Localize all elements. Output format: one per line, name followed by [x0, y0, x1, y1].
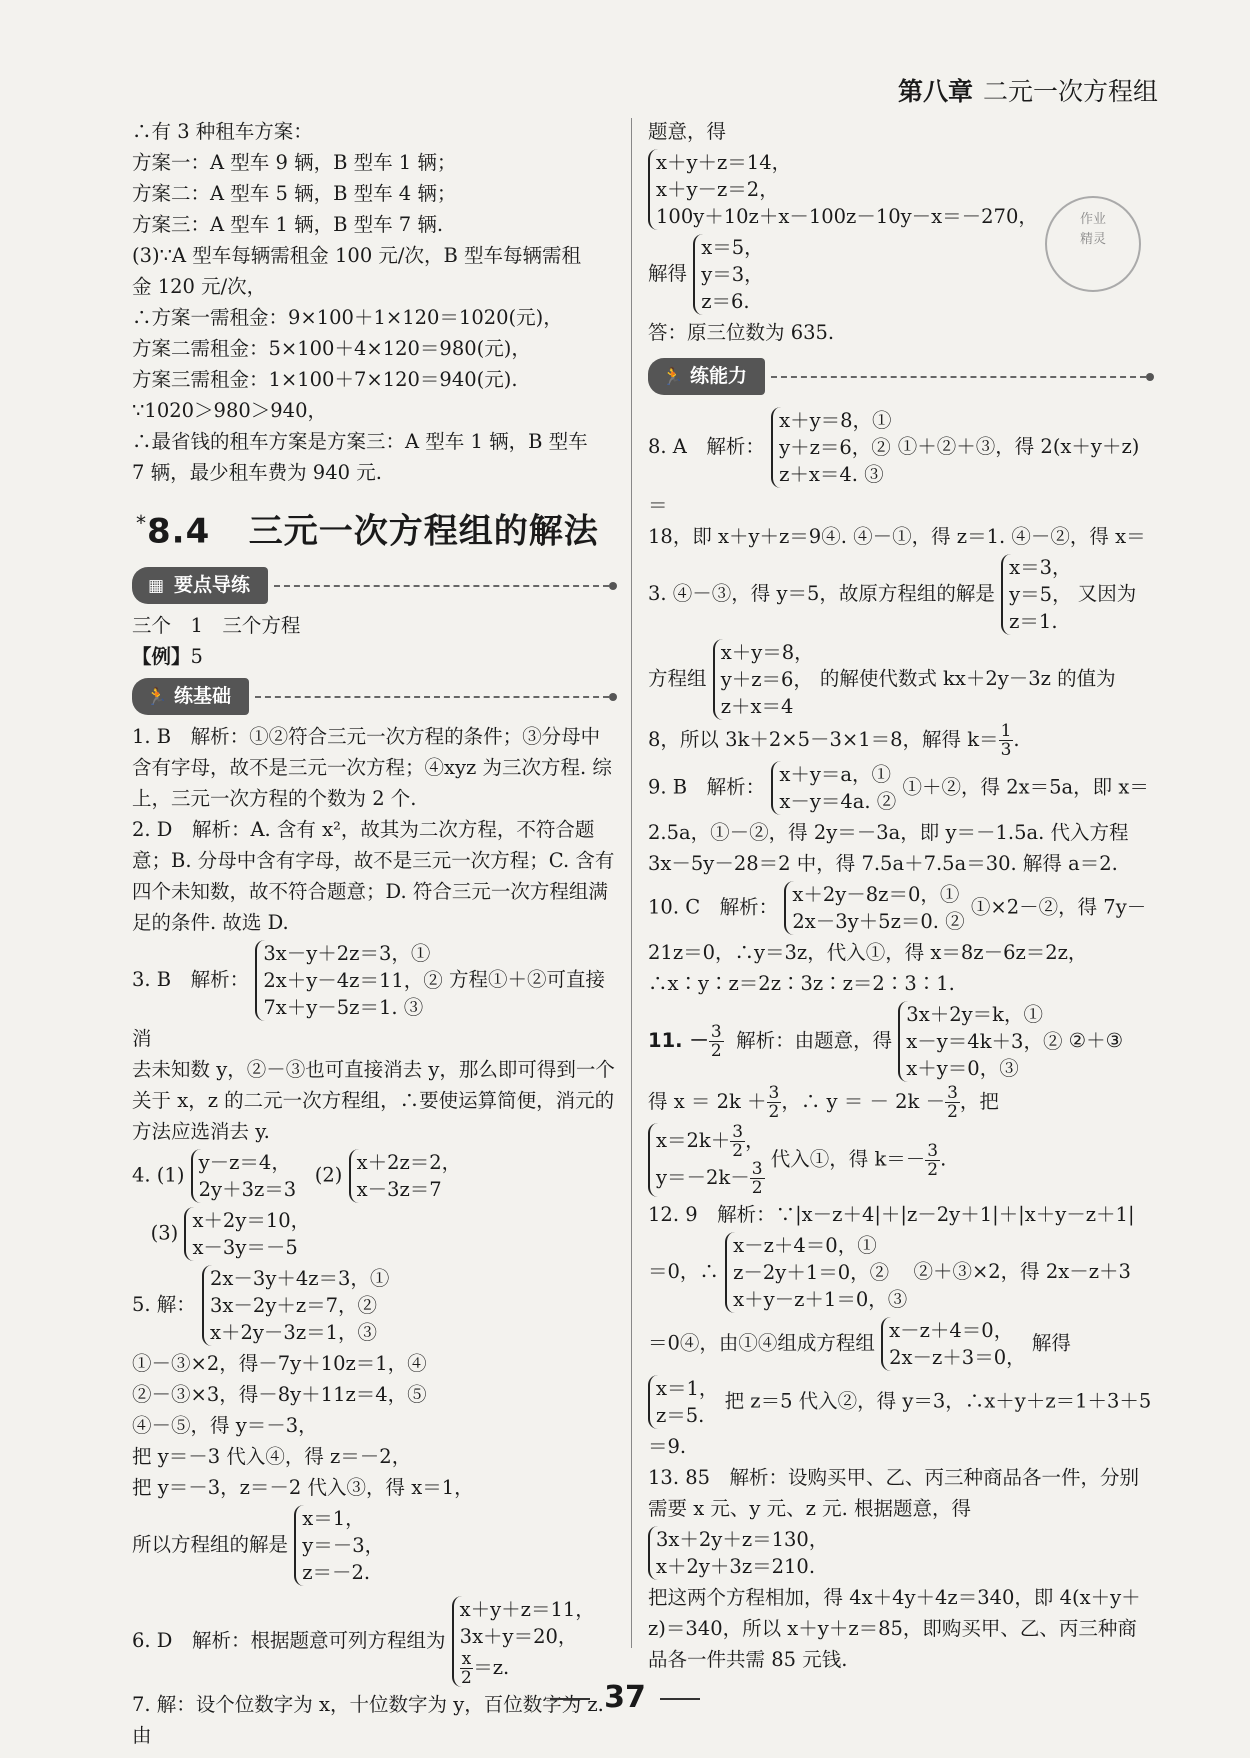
- chapter-title: 二元一次方程组: [982, 77, 1158, 106]
- q12-system: [648, 1230, 1154, 1315]
- q12-solution: [648, 1373, 1154, 1462]
- equation-system: [648, 1526, 828, 1580]
- q3-tail: 方程①＋②可直接消: [132, 968, 605, 1051]
- denominator: 2: [751, 1178, 763, 1198]
- equation: x＋y＝8，①: [779, 409, 892, 432]
- page-number-text: 37: [604, 1680, 646, 1715]
- rule-dot: [1146, 373, 1154, 381]
- question-12: 12. 9 解析：∵|x－z＋4|＋|z－2y＋1|＋|x＋y－z＋1|: [648, 1203, 1135, 1226]
- fraction: [945, 1084, 960, 1121]
- fraction: [709, 1023, 724, 1060]
- solution-step: 把 y＝－3，z＝－2 代入③，得 x＝1，: [132, 1476, 474, 1500]
- numerator: 3: [927, 1140, 939, 1161]
- q10-text: ①×2－②，得 7y－: [970, 895, 1147, 919]
- q8-system-2: [648, 637, 1154, 722]
- equation: x＋y－z＝2，: [656, 178, 779, 201]
- band-label: [132, 567, 268, 604]
- text-line: 把这两个方程相加，得 4x＋4y＋4z＝340，即 4(x＋y＋z)＝340，所以 x＋y＋z＝85，即购买甲、乙、丙三种商品各一件共需 85 元钱.: [648, 1586, 1141, 1671]
- text-line: [648, 1084, 1154, 1121]
- denominator: 2: [732, 1141, 744, 1161]
- q6-head: 6. D 解析：根据题意可列方程组为: [132, 1629, 446, 1653]
- equation: y＋z＝6，②: [779, 436, 891, 459]
- equation-system: x＝2k＋ $\frac{3}{2}$ ， y＝－2k－ $\frac{3}{2}$: [648, 1123, 765, 1197]
- equation: x＋y＝8，: [720, 641, 814, 664]
- text-line: (3)∵A 型车每辆需租金 100 元/次，B 型车每辆需租: [132, 244, 582, 267]
- page-number: [0, 1680, 1250, 1715]
- equation: 3x－y＋2z＝3，①: [263, 942, 431, 966]
- question-9: [648, 759, 1154, 817]
- q11-system-2: x＝2k＋ $\frac{3}{2}$ ， y＝－2k－ $\frac{3}{2}$ 代入①，得 k＝－ $\frac{3}{2}$ .: [648, 1121, 1154, 1199]
- equation: 3x＋2y＋z＝130，: [656, 1528, 829, 1551]
- q12-system-2: [648, 1315, 1154, 1373]
- dashed-rule: [255, 696, 609, 698]
- text-line: 题意，得: [648, 120, 727, 143]
- text-line: 方案二：A 型车 5 辆，B 型车 4 辆；: [132, 182, 457, 205]
- numerator: x: [461, 1649, 472, 1670]
- text-line: 金 120 元/次，: [132, 275, 267, 298]
- equation: x＋y＋z＝14，: [656, 151, 792, 174]
- section-title: [136, 508, 617, 552]
- equation: x＋2y＝10，: [192, 1209, 311, 1233]
- band-text: 练能力: [690, 365, 748, 387]
- equation: x＋2y＋3z＝210.: [656, 1555, 816, 1578]
- question-7: 7. 解：设个位数字为 x，十位数字为 y，百位数字为 z. 由: [132, 1693, 604, 1748]
- section-star: *: [136, 511, 147, 535]
- q11-text: ②＋③: [1068, 1029, 1124, 1052]
- equation-system: [771, 761, 896, 815]
- text-line: 8，所以 3k＋2×5－3×1＝8，解得 k＝ $\frac{1}{3}$ .: [648, 721, 1020, 760]
- q11-head: 11. －: [648, 1029, 709, 1052]
- equation: x－y＝4a. ②: [779, 790, 897, 813]
- equation: y－z＝4，: [198, 1151, 291, 1175]
- equation: x－z＋4＝0，①: [733, 1234, 877, 1257]
- q11-text: ，把: [959, 1090, 999, 1113]
- fraction: [999, 722, 1014, 759]
- equation: y＝－2k－: [656, 1166, 750, 1189]
- fraction: [925, 1142, 940, 1179]
- section-heading: 三元一次方程组的解法: [248, 511, 599, 552]
- equation: x＋y＝0，③: [906, 1057, 1019, 1080]
- equation-system: [881, 1317, 1026, 1371]
- text-line: 方案二需租金：5×100＋4×120＝980(元)，: [132, 337, 531, 360]
- equation: y＝3，: [701, 263, 764, 286]
- equation: 3x＋2y＝k，①: [906, 1003, 1043, 1026]
- equation-system: [202, 1265, 389, 1346]
- q10-head: 10. C 解析：: [648, 895, 779, 919]
- equation: x＋2z＝2，: [356, 1151, 462, 1175]
- equation: x＋2y－3z＝1，③: [210, 1321, 378, 1345]
- equation: z＝5.: [656, 1404, 705, 1427]
- equation-system: [452, 1596, 595, 1687]
- equation: z－2y＋1＝0，②: [733, 1261, 890, 1284]
- equation-system: [184, 1207, 310, 1261]
- q8-head: 8. A 解析：: [648, 435, 765, 458]
- equation: z＝－2.: [302, 1561, 371, 1585]
- q11-text: 解析：由题意，得: [736, 1029, 893, 1052]
- rule-dot: [609, 693, 617, 701]
- equation-system: [693, 234, 763, 315]
- text-line: 7 辆，最少租车费为 940 元.: [132, 461, 382, 484]
- q8-text: 又因为: [1077, 582, 1137, 605]
- text-line: 方案一：A 型车 9 辆，B 型车 1 辆；: [132, 151, 457, 174]
- equation: x＋y＋z＝11，: [459, 1598, 595, 1622]
- fraction: [730, 1123, 745, 1160]
- question-3-cont: 去未知数 y，②－③也可直接消去 y，那么即可得到一个关于 x，z 的二元一次方程组，∴要使运算简便，消元的方法应选消去 y.: [132, 1058, 615, 1144]
- equation: z＝6.: [701, 290, 750, 313]
- numerator: 3: [751, 1159, 763, 1179]
- question-10: [648, 879, 1154, 937]
- equation: ＝z.: [473, 1656, 510, 1680]
- q12-text: ＝0④，由①④组成方程组: [648, 1331, 875, 1355]
- stamp-text-1: 作业: [1079, 212, 1106, 227]
- equation-system: [771, 407, 891, 488]
- solution-label: 所以方程组的解是: [132, 1533, 289, 1557]
- question-3: [132, 938, 617, 1054]
- q11-text: ，∴ y ＝ － 2k －: [781, 1090, 946, 1113]
- equation-system: [349, 1149, 462, 1203]
- question-13: 13. 85 解析：设购买甲、乙、丙三种商品各一件，分别需要 x 元、y 元、z 元. 根据题意，得: [648, 1466, 1140, 1520]
- equation: z＋x＝4: [720, 695, 794, 718]
- text-line: 21z＝0，∴y＝3z，代入①，得 x＝8z－6z＝2z，∴x∶y∶z＝2z∶3z∶z＝2∶3∶1.: [648, 941, 1088, 995]
- question-2: 2. D 解析：A. 含有 x²，故其为二次方程，不符合题意；B. 分母中含有字母，故不是三元一次方程；C. 含有四个未知数，故不符合题意；D. 符合三元一次方程组满足的条件. 故选 D.: [132, 818, 615, 935]
- equation: 7x＋y－5z＝1. ③: [263, 996, 424, 1020]
- equation: x－y＝4k＋3，②: [906, 1030, 1063, 1053]
- key-points-answer: 三个 1 三个方程: [132, 614, 301, 638]
- equation: x＝1，: [302, 1507, 365, 1531]
- equation: z＋x＝4. ③: [779, 463, 884, 486]
- text-line: 方案三：A 型车 1 辆，B 型车 7 辆.: [132, 213, 444, 236]
- numerator: 3: [710, 1022, 722, 1042]
- numerator: 3: [947, 1083, 958, 1103]
- q8-text: 方程组: [648, 667, 707, 690]
- q3-head: 3. B 解析：: [132, 968, 250, 992]
- solution-result: [132, 1503, 617, 1588]
- q9-head: 9. B 解析：: [648, 775, 766, 799]
- q12-text: 解得: [1031, 1331, 1071, 1355]
- q8-solution: [648, 552, 1154, 637]
- band-key-points: [132, 567, 617, 604]
- q8-text: 的解使代数式 kx＋2y－3z 的值为: [819, 667, 1116, 690]
- equation: 3x＋y＝20，: [459, 1625, 578, 1649]
- equation: y＋z＝6，: [720, 668, 813, 691]
- denominator: 2: [947, 1102, 958, 1122]
- question-6: [132, 1594, 617, 1689]
- equation-system: [784, 881, 964, 935]
- grid-icon: ▦: [147, 575, 165, 596]
- q4-head: 4. (1): [132, 1163, 185, 1187]
- example-label: 【例】: [132, 645, 191, 669]
- denominator: 2: [927, 1159, 939, 1180]
- equation: x＝1，: [656, 1377, 719, 1400]
- example-value: 5: [190, 645, 203, 669]
- runner-icon: 🏃: [146, 686, 168, 707]
- solution-step: ④－⑤，得 y＝－3，: [132, 1414, 318, 1438]
- text-line: ∴最省钱的租车方案是方案三：A 型车 1 辆，B 型车: [132, 430, 588, 453]
- band-text: 要点导练: [174, 574, 251, 597]
- equation: 2x－3y＋4z＝3，①: [210, 1267, 390, 1291]
- fraction: [767, 1084, 782, 1121]
- equation: x＝2k＋: [656, 1129, 731, 1152]
- q5-head: 5. 解：: [132, 1293, 196, 1317]
- equation: z＝1.: [1009, 610, 1058, 633]
- band-label: [648, 358, 765, 395]
- question-1: 1. B 解析：①②符合三元一次方程的条件；③分母中含有字母，故不是三元一次方程；④xyz 为三次方程. 综上，三元一次方程的个数为 2 个.: [132, 725, 612, 811]
- equation: x－z＋4＝0，: [889, 1319, 1014, 1342]
- dash-rule: [660, 1698, 700, 1700]
- denominator: 3: [1000, 740, 1012, 760]
- rule-dot: [609, 582, 617, 590]
- q4-part-3: (3): [150, 1221, 179, 1245]
- equation: x－3z＝7: [356, 1178, 442, 1202]
- text-line: 18，即 x＋y＋z＝9④. ④－①，得 z＝1. ④－②，得 x＝: [648, 525, 1146, 548]
- chapter-label: 第八章: [897, 77, 973, 106]
- equation-system: [1001, 554, 1071, 635]
- q7-solution: [648, 232, 1154, 317]
- denominator: 2: [710, 1041, 722, 1061]
- equation: 2x－3y＋5z＝0. ②: [792, 910, 965, 933]
- solution-step: 把 y＝－3 代入④，得 z＝－2，: [132, 1445, 412, 1469]
- equation: x＋y＝a，①: [779, 763, 891, 786]
- question-4: [132, 1147, 617, 1205]
- runner-icon: 🏃: [662, 366, 684, 387]
- right-column: [648, 116, 1154, 1675]
- solution-step: ①－③×2，得－7y＋10z＝1，④: [132, 1352, 427, 1376]
- solve-label: 解得: [648, 262, 688, 285]
- question-8: [648, 405, 1154, 521]
- q8-text: ①＋②＋③，得 2(x＋y＋z)＝: [648, 435, 1140, 517]
- column-divider: [631, 118, 632, 1648]
- question-5: [132, 1263, 617, 1348]
- q12-text: 把 z＝5 代入②，得 y＝3，∴x＋y＋z＝1＋3＋5＝9.: [648, 1389, 1152, 1458]
- left-column: [132, 116, 617, 1751]
- stamp-text-2: 精灵: [1079, 232, 1106, 247]
- equation: 3x－2y＋z＝7，②: [210, 1294, 378, 1318]
- question-4-part-3: [132, 1205, 617, 1263]
- numerator: 3: [732, 1122, 744, 1142]
- equation: x－3y＝－5: [192, 1236, 298, 1260]
- solution-step: ②－③×3，得－8y＋11z＝4，⑤: [132, 1383, 427, 1407]
- equation-system: [294, 1505, 384, 1586]
- text-line: 方案三需租金：1×100＋7×120＝940(元).: [132, 368, 518, 391]
- equation: 2x＋y－4z＝11，②: [263, 969, 443, 993]
- equation-system: [191, 1149, 297, 1203]
- answer-line: 答：原三位数为 635.: [648, 321, 835, 344]
- equation: 2x－z＋3＝0，: [889, 1346, 1026, 1369]
- q11-text: 代入①，得 k＝－: [770, 1147, 926, 1171]
- equation-system: [648, 149, 1038, 230]
- dash-rule: [550, 1698, 590, 1700]
- fraction: [750, 1160, 765, 1197]
- q4-part-2: (2): [314, 1163, 343, 1187]
- denominator: 2: [461, 1668, 472, 1689]
- text-line: ∵1020＞980＞940，: [132, 399, 327, 422]
- equation-system: [898, 1001, 1062, 1082]
- q8-text: 3. ④－③，得 y＝5，故原方程组的解是: [648, 582, 995, 605]
- equation: y＝－3，: [302, 1534, 385, 1558]
- dashed-rule: [771, 376, 1146, 378]
- equation-system: [648, 1375, 718, 1429]
- band-basic: [132, 678, 617, 715]
- text-line: 2.5a，①－②，得 2y＝－3a，即 y＝－1.5a. 代入方程 3x－5y－28＝2 中，得 7.5a＋7.5a＝30. 解得 a＝2.: [648, 821, 1129, 875]
- text-line: ∴有 3 种租车方案：: [132, 120, 313, 143]
- equation: x＝5，: [701, 236, 764, 259]
- q8-text: 8，所以 3k＋2×5－3×1＝8，解得 k＝: [648, 728, 999, 751]
- q12-text: ②＋③×2，得 2x－z＋3: [913, 1260, 1131, 1283]
- equation: x＋2y－8z＝0，①: [792, 883, 960, 906]
- numerator: 3: [768, 1083, 780, 1103]
- equation: 2y＋3z＝3: [198, 1178, 297, 1202]
- q12-text: ＝0，∴: [648, 1260, 719, 1283]
- band-text: 练基础: [174, 685, 232, 708]
- text-line: ∴方案一需租金：9×100＋1×120＝1020(元)，: [132, 306, 563, 329]
- equation: y＝5，: [1009, 583, 1072, 606]
- equation-system: [255, 940, 442, 1021]
- equation: x＋y－z＋1＝0，③: [733, 1288, 908, 1311]
- equation: x＝3，: [1009, 556, 1072, 579]
- dashed-rule: [274, 585, 609, 587]
- question-11: [648, 999, 1154, 1084]
- equation-system: [725, 1232, 907, 1313]
- equation: 100y＋10z＋x－100z－10y－x＝－270，: [656, 205, 1038, 228]
- q9-text: ①＋②，得 2x＝5a，即 x＝: [902, 775, 1149, 799]
- numerator: 1: [1000, 721, 1012, 741]
- equation-system: [713, 639, 814, 720]
- denominator: 2: [768, 1102, 780, 1122]
- band-ability: [648, 358, 1154, 395]
- band-label: [132, 678, 249, 715]
- example-answer: [132, 641, 617, 672]
- q11-text: 得 x ＝ 2k ＋: [648, 1090, 767, 1113]
- section-number: 8.4: [147, 511, 211, 552]
- running-header: [898, 72, 1158, 108]
